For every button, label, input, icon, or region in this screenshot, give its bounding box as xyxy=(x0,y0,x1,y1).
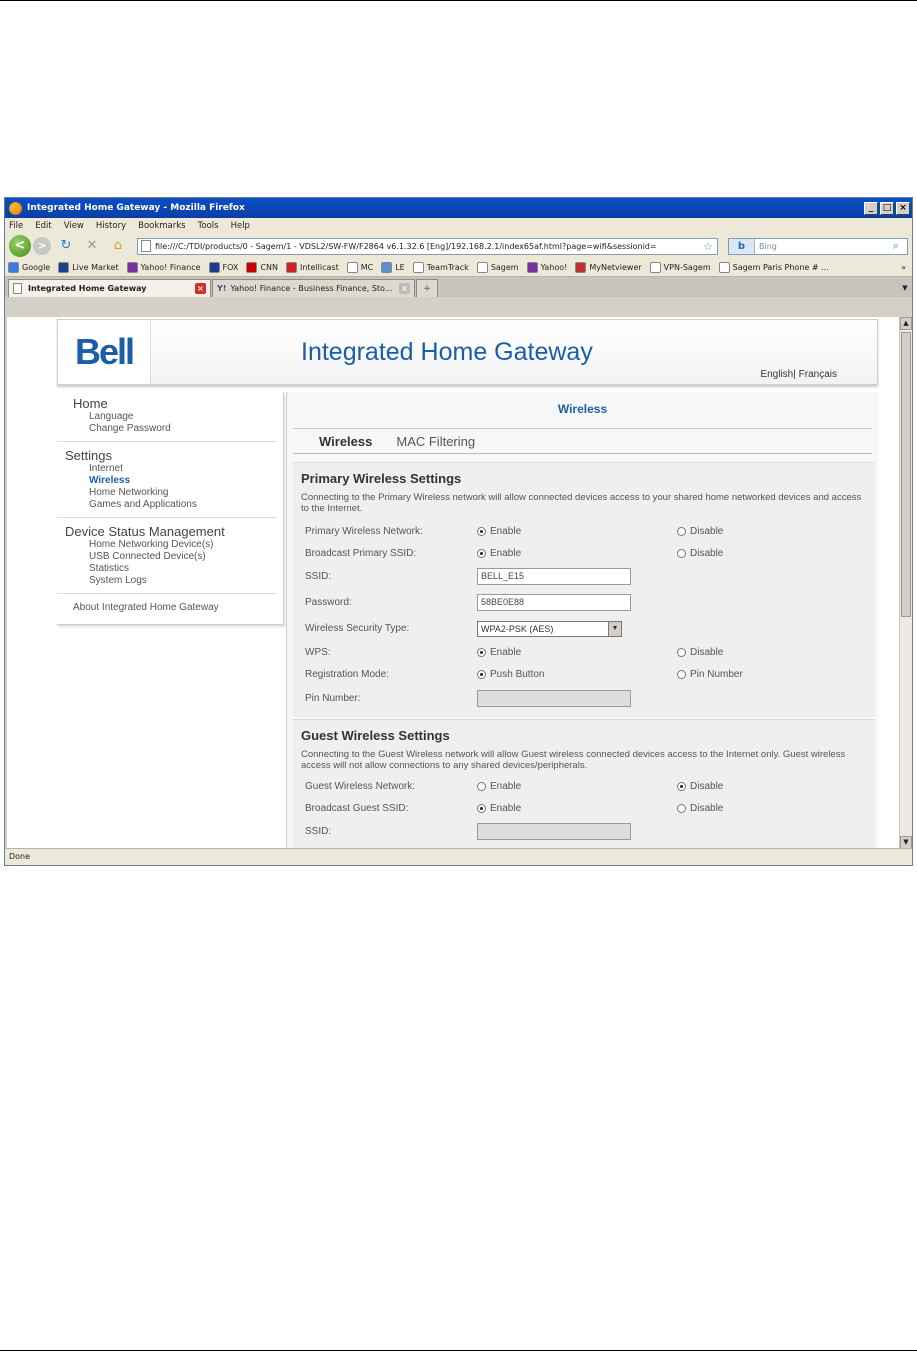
broadcast-guest-disable-radio[interactable] xyxy=(677,804,686,813)
page-icon xyxy=(141,240,151,252)
tab-label: Yahoo! Finance - Business Finance, Sto... xyxy=(230,284,393,293)
pin-number-option-label: Pin Number xyxy=(690,668,743,680)
bell-logo: Bell xyxy=(58,320,151,384)
maximize-button[interactable]: □ xyxy=(880,202,894,215)
sidebar-item-home-networking-devices[interactable]: Home Networking Device(s) xyxy=(89,539,214,550)
wps-enable-radio[interactable] xyxy=(477,648,486,657)
forward-button[interactable]: > xyxy=(33,237,51,255)
menu-tools[interactable]: Tools xyxy=(197,220,219,231)
sidebar-group-home xyxy=(57,392,277,442)
bookmark-item[interactable] xyxy=(575,262,641,273)
bookmark-label: LE xyxy=(395,263,405,272)
bookmark-icon xyxy=(650,262,661,273)
security-type-value: WPA2-PSK (AES) xyxy=(481,623,554,634)
bookmark-label: Intellicast xyxy=(299,263,339,272)
bookmark-icon xyxy=(58,262,69,273)
title-bar xyxy=(5,198,912,218)
vertical-scrollbar[interactable] xyxy=(899,317,912,849)
firefox-icon xyxy=(9,202,22,215)
search-bar[interactable] xyxy=(728,238,908,255)
back-button[interactable]: < xyxy=(9,235,31,257)
reload-icon[interactable]: ↻ xyxy=(60,238,72,253)
broadcast-primary-label: Broadcast Primary SSID: xyxy=(305,547,417,559)
registration-mode-row xyxy=(301,663,867,685)
menu-view[interactable]: View xyxy=(63,220,84,231)
bookmark-item[interactable] xyxy=(477,262,519,273)
new-tab-button[interactable]: + xyxy=(416,279,438,297)
tab-close-icon[interactable]: × xyxy=(195,283,206,294)
sidebar-head-device-status[interactable]: Device Status Management xyxy=(65,524,225,539)
bookmark-icon xyxy=(575,262,586,273)
guest-section-description: Connecting to the Guest Wireless network will allow Guest wireless connected devices access to the Internet only. Guest wireless access will not allow connections to any shared devices/peripherals. xyxy=(301,749,846,771)
sidebar-item-about[interactable]: About Integrated Home Gateway xyxy=(73,602,219,613)
menu-file[interactable]: File xyxy=(9,220,24,231)
security-type-row xyxy=(301,616,867,641)
browser-window xyxy=(4,197,913,866)
scroll-thumb[interactable] xyxy=(901,332,911,617)
bookmark-icon xyxy=(413,262,424,273)
sidebar-item-system-logs[interactable]: System Logs xyxy=(89,575,147,586)
bookmark-item[interactable] xyxy=(650,262,711,273)
sidebar-item-statistics[interactable]: Statistics xyxy=(89,563,130,574)
scroll-down-button[interactable]: ▼ xyxy=(900,836,912,849)
url-text: file:///C:/TDI/products/0 - Sagem/1 - VDSL2/SW-FW/F2864 v6.1.32.6 [Eng]/192.168.2.1/index65af.html?page=wifi&sessionid= xyxy=(155,241,657,251)
broadcast-primary-disable-radio[interactable] xyxy=(677,549,686,558)
main-title: Wireless xyxy=(557,402,608,416)
bookmark-label: Live Market xyxy=(72,263,119,272)
guest-ssid-input[interactable] xyxy=(477,823,631,840)
guest-network-row xyxy=(301,775,867,797)
status-bar xyxy=(5,848,912,865)
sidebar-item-wireless[interactable]: Wireless xyxy=(89,475,131,486)
close-button[interactable]: × xyxy=(896,202,910,215)
status-text: Done xyxy=(9,852,31,861)
disable-label: Disable xyxy=(690,802,724,814)
bookmark-icon xyxy=(8,262,19,273)
bookmark-icon xyxy=(127,262,138,273)
bookmark-icon xyxy=(209,262,220,273)
security-type-label: Wireless Security Type: xyxy=(305,623,410,634)
bookmark-star-icon[interactable]: ☆ xyxy=(703,239,713,253)
scroll-up-button[interactable]: ▲ xyxy=(900,317,912,330)
bookmark-item[interactable] xyxy=(719,262,829,273)
page-top-rule xyxy=(0,0,917,1)
subtab-mac-filtering[interactable]: MAC Filtering xyxy=(396,433,476,449)
tab-label: Integrated Home Gateway xyxy=(28,284,147,293)
bookmark-item[interactable] xyxy=(58,262,118,273)
disable-label: Disable xyxy=(690,780,724,792)
registration-mode-label: Registration Mode: xyxy=(305,668,389,680)
subtab-wireless[interactable]: Wireless xyxy=(319,433,373,449)
disable-label: Disable xyxy=(690,547,724,559)
bookmark-icon xyxy=(286,262,297,273)
enable-label: Enable xyxy=(490,802,522,814)
bookmark-item[interactable] xyxy=(527,262,568,273)
bookmark-icon xyxy=(246,262,257,273)
page-icon xyxy=(13,283,22,294)
bookmark-icon xyxy=(719,262,730,273)
bookmark-icon xyxy=(381,262,392,273)
search-input[interactable]: Bing xyxy=(759,241,777,251)
lang-separator: | xyxy=(793,369,796,380)
pin-number-label: Pin Number: xyxy=(305,692,361,704)
bookmark-item[interactable] xyxy=(209,262,239,273)
tab-list-button[interactable]: ▼ xyxy=(902,284,908,292)
pin-number-input[interactable] xyxy=(477,690,631,707)
pin-number-row xyxy=(301,685,867,711)
bookmark-item[interactable] xyxy=(413,262,469,273)
broadcast-primary-enable-radio[interactable] xyxy=(477,549,486,558)
sidebar-group-device-status xyxy=(57,518,277,594)
security-type-select[interactable] xyxy=(477,621,622,637)
window-title: Integrated Home Gateway - Mozilla Firefox xyxy=(27,203,245,213)
disable-label: Disable xyxy=(690,646,724,658)
primary-wireless-section xyxy=(293,462,875,717)
broadcast-guest-enable-radio[interactable] xyxy=(477,804,486,813)
menu-help[interactable]: Help xyxy=(230,220,250,231)
enable-label: Enable xyxy=(490,525,522,537)
lang-english-link[interactable]: English xyxy=(760,369,794,380)
wps-disable-radio[interactable] xyxy=(677,648,686,657)
bookmark-icon xyxy=(477,262,488,273)
guest-wireless-section xyxy=(293,719,875,849)
primary-network-disable-radio[interactable] xyxy=(677,527,686,536)
sidebar-item-change-password[interactable]: Change Password xyxy=(89,423,171,434)
minimize-button[interactable]: _ xyxy=(864,202,878,215)
sidebar-item-language[interactable]: Language xyxy=(89,411,134,422)
broadcast-primary-row xyxy=(301,542,867,564)
guest-network-enable-radio[interactable] xyxy=(477,782,486,791)
ssid-row xyxy=(301,564,867,589)
password-label: Password: xyxy=(305,597,352,608)
ssid-label: SSID: xyxy=(305,571,332,582)
pin-number-radio[interactable] xyxy=(677,670,686,679)
tab-integrated-home-gateway[interactable] xyxy=(8,279,211,297)
bookmark-icon xyxy=(347,262,358,273)
bookmark-label: MyNetviewer xyxy=(589,263,642,272)
menu-history[interactable]: History xyxy=(95,220,127,231)
bookmark-item[interactable] xyxy=(347,262,374,273)
primary-section-description: Connecting to the Primary Wireless network will allow connected devices access to your shared home networked devices and access to the Internet. xyxy=(301,492,862,514)
sidebar-head-home[interactable]: Home xyxy=(73,396,108,411)
sidebar-item-games-applications[interactable]: Games and Applications xyxy=(89,499,197,510)
primary-network-label: Primary Wireless Network: xyxy=(305,525,423,537)
tab-yahoo-finance[interactable] xyxy=(212,279,415,297)
menu-bar xyxy=(5,218,912,233)
navigation-toolbar xyxy=(5,233,912,259)
subtabs xyxy=(293,428,872,454)
bookmark-item[interactable] xyxy=(286,262,339,273)
url-bar[interactable] xyxy=(137,238,718,255)
enable-label: Enable xyxy=(490,547,522,559)
guest-section-title: Guest Wireless Settings xyxy=(301,728,450,743)
dropdown-arrow-icon[interactable]: ▼ xyxy=(608,622,621,636)
bookmark-item[interactable] xyxy=(8,262,50,273)
bookmark-label: FOX xyxy=(222,263,239,272)
main-panel xyxy=(286,392,878,849)
page-header xyxy=(57,319,878,385)
guest-network-label: Guest Wireless Network: xyxy=(305,780,416,792)
guest-ssid-row xyxy=(301,819,867,844)
primary-section-title: Primary Wireless Settings xyxy=(301,471,462,486)
lang-french-link[interactable]: Français xyxy=(798,369,837,380)
search-icon[interactable]: ⌕ xyxy=(893,239,900,252)
sidebar-group-settings xyxy=(57,442,277,518)
password-input[interactable]: 58BE0E88 xyxy=(477,594,631,611)
bookmark-label: CNN xyxy=(260,263,278,272)
bookmark-item[interactable] xyxy=(246,262,278,273)
page-title: Integrated Home Gateway xyxy=(301,338,593,366)
bookmark-label: TeamTrack xyxy=(426,263,469,272)
bookmark-label: Sagem Paris Phone # ... xyxy=(732,263,829,272)
stop-icon[interactable]: ✕ xyxy=(86,238,98,253)
guest-ssid-label: SSID: xyxy=(305,826,332,837)
sidebar-item-home-networking[interactable]: Home Networking xyxy=(89,487,169,498)
tab-close-icon[interactable]: × xyxy=(399,283,410,294)
bookmark-label: VPN-Sagem xyxy=(663,263,711,272)
enable-label: Enable xyxy=(490,646,522,658)
search-engine-icon[interactable]: b xyxy=(729,239,755,254)
ssid-input[interactable]: BELL_E15 xyxy=(477,568,631,585)
menu-bookmarks[interactable]: Bookmarks xyxy=(138,220,186,231)
push-button-radio[interactable] xyxy=(477,670,486,679)
page-bottom-rule xyxy=(0,1350,917,1351)
enable-label: Enable xyxy=(490,780,522,792)
bookmark-label: MC xyxy=(360,263,374,272)
primary-network-row xyxy=(301,520,867,542)
wps-row xyxy=(301,641,867,663)
bookmark-icon xyxy=(527,262,538,273)
sidebar xyxy=(57,392,284,625)
push-button-label: Push Button xyxy=(490,668,545,680)
guest-network-disable-radio[interactable] xyxy=(677,782,686,791)
home-icon[interactable]: ⌂ xyxy=(113,238,123,253)
bookmark-item[interactable] xyxy=(381,262,405,273)
sidebar-item-usb-devices[interactable]: USB Connected Device(s) xyxy=(89,551,206,562)
bookmark-label: Google xyxy=(22,263,51,272)
bookmarks-toolbar xyxy=(5,259,912,277)
menu-edit[interactable]: Edit xyxy=(35,220,52,231)
page-content xyxy=(7,317,899,849)
sidebar-item-internet[interactable]: Internet xyxy=(89,463,123,474)
yahoo-icon: Y! xyxy=(217,284,227,293)
primary-network-enable-radio[interactable] xyxy=(477,527,486,536)
bookmarks-more-button[interactable]: » xyxy=(901,263,906,272)
bookmark-label: Yahoo! Finance xyxy=(140,263,201,272)
bookmark-item[interactable] xyxy=(127,262,201,273)
sidebar-head-settings[interactable]: Settings xyxy=(65,448,112,463)
bookmark-label: Sagem xyxy=(490,263,519,272)
broadcast-guest-label: Broadcast Guest SSID: xyxy=(305,802,409,814)
broadcast-guest-row xyxy=(301,797,867,819)
bookmark-label: Yahoo! xyxy=(540,263,568,272)
language-switch xyxy=(760,369,837,380)
password-row xyxy=(301,589,867,616)
wps-label: WPS: xyxy=(305,646,331,658)
disable-label: Disable xyxy=(690,525,724,537)
tab-bar xyxy=(5,277,912,297)
